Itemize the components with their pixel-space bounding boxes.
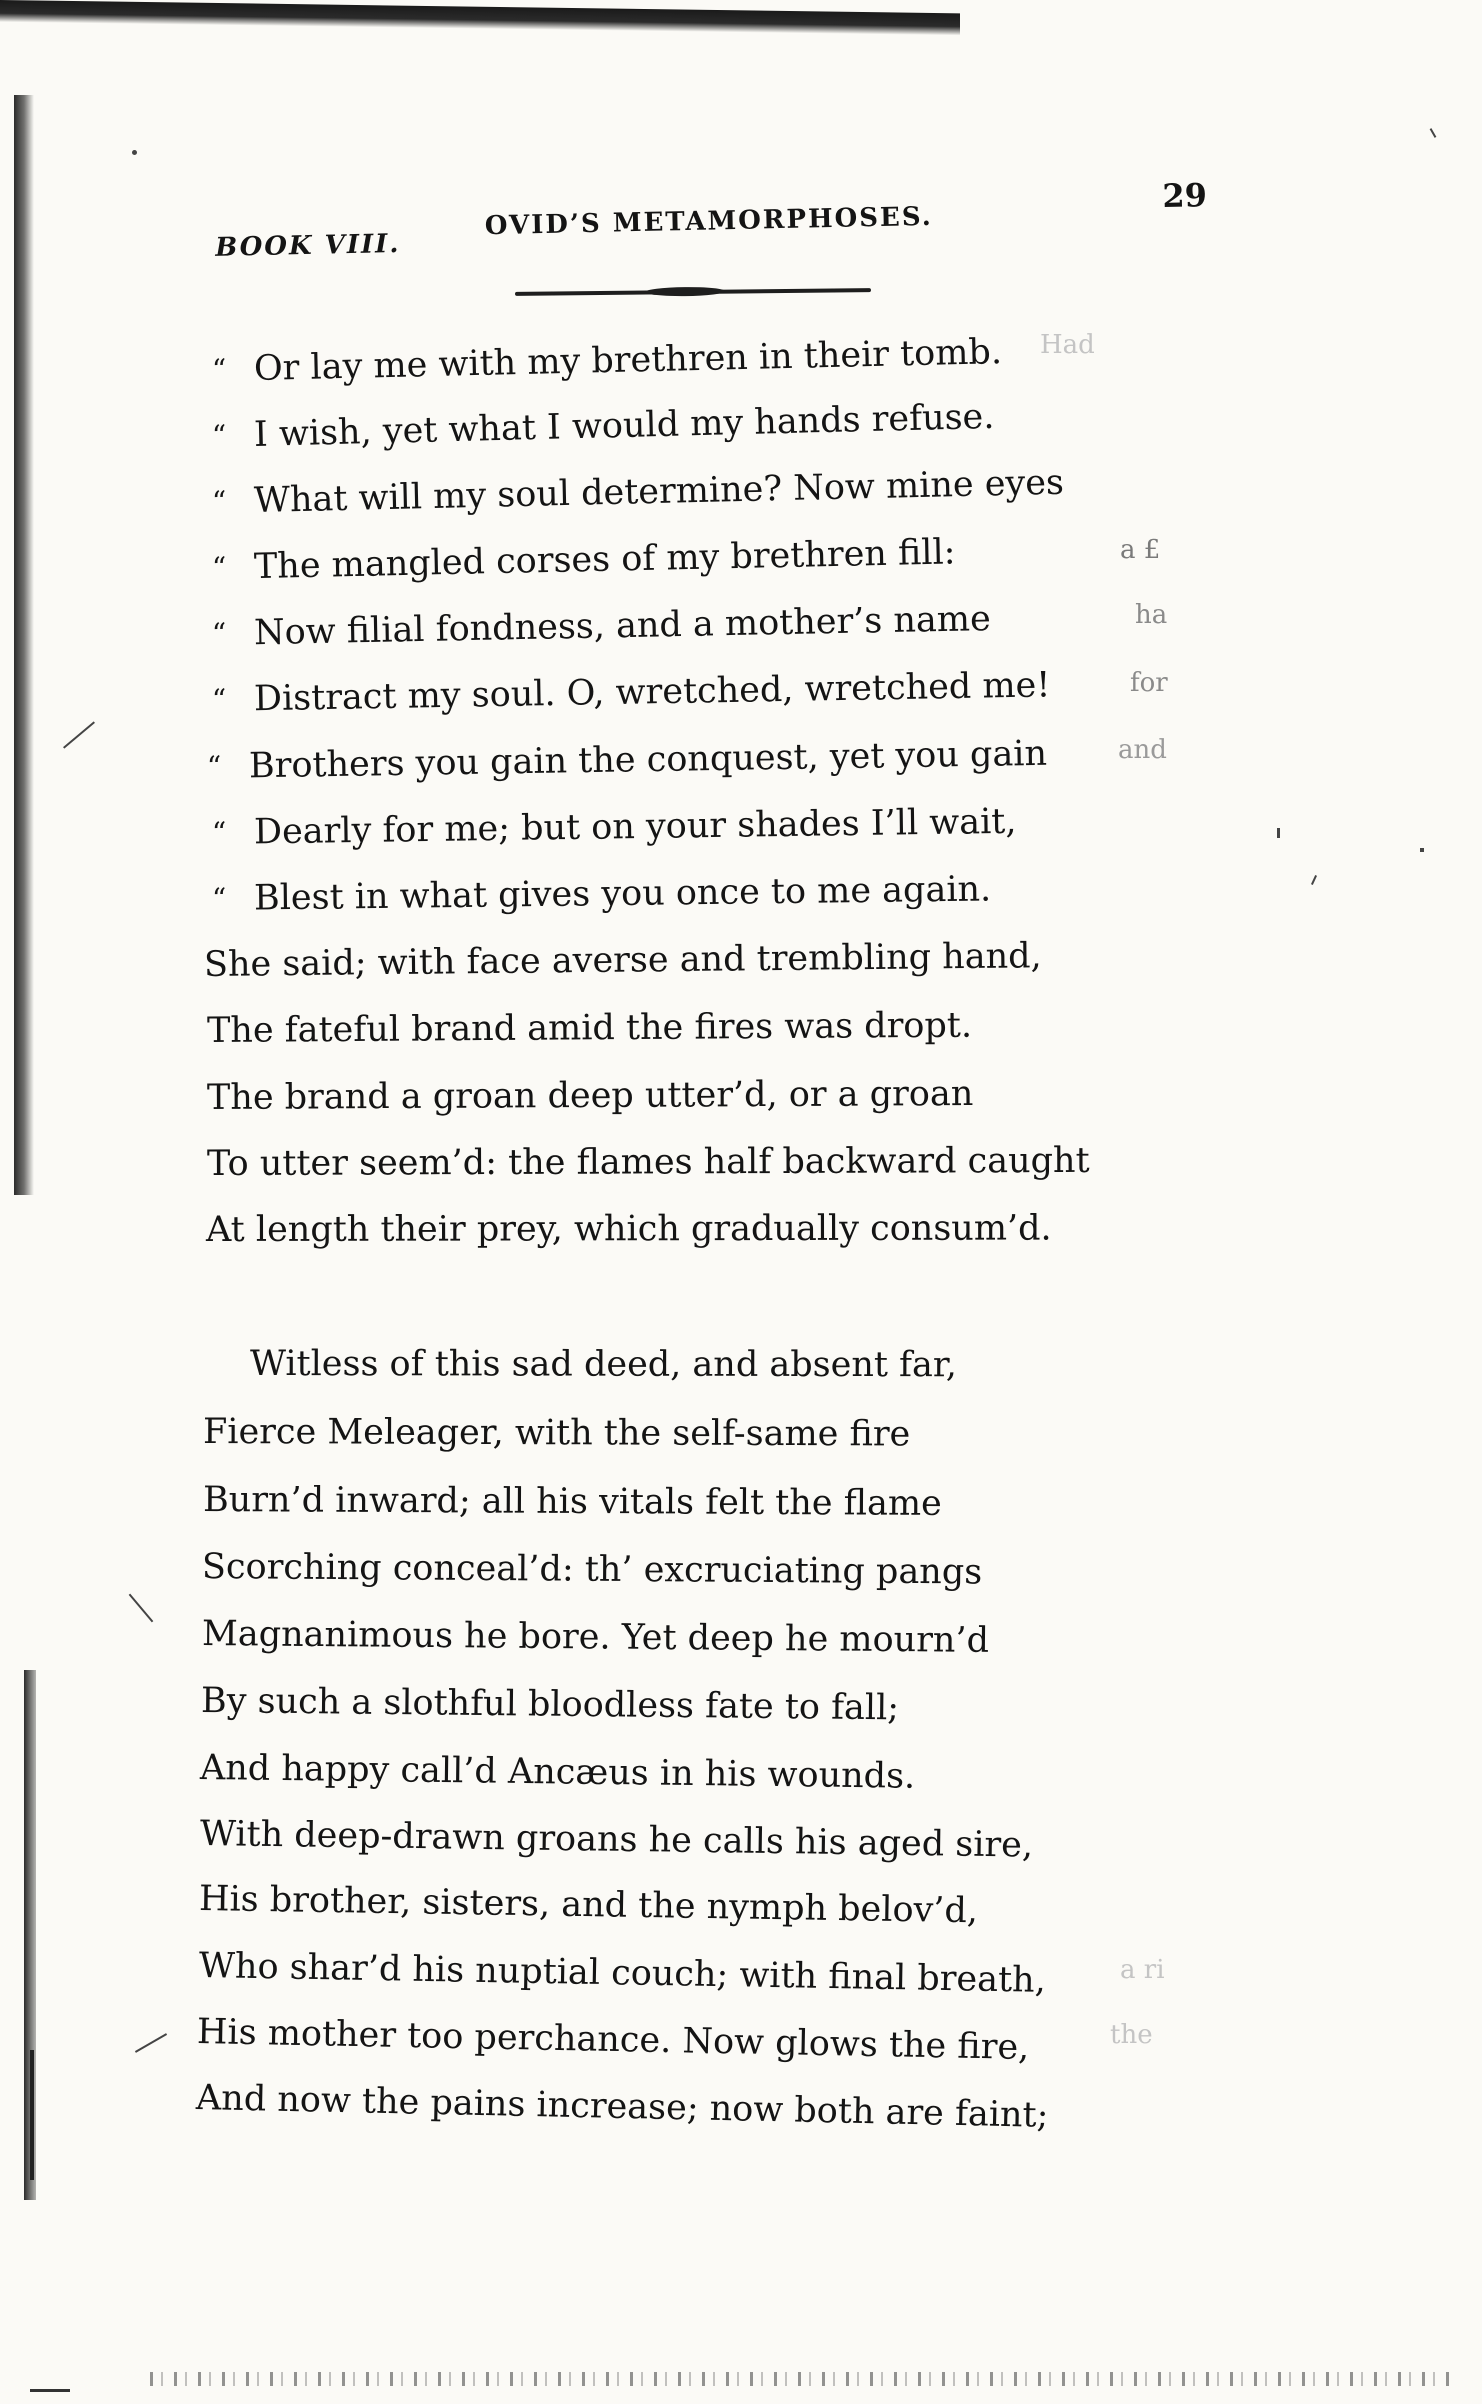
poem-line: His brother, sisters, and the nymph belov’d, bbox=[198, 1879, 979, 1932]
poem-line: “ Brothers you gain the conquest, yet you gain bbox=[207, 732, 1048, 789]
scan-edge-left-mark bbox=[30, 2050, 34, 2180]
scan-bottom-noise bbox=[150, 2372, 1450, 2386]
poem-line: At length their prey, which gradually consum’d. bbox=[205, 1208, 1052, 1250]
open-quote-mark: “ bbox=[211, 352, 227, 386]
scan-speck bbox=[63, 721, 95, 748]
poem-line: “ Now filial fondness, and a mother’s name bbox=[212, 597, 992, 656]
page-number: 29 bbox=[1161, 176, 1208, 216]
margin-bleed-text: Had bbox=[1040, 330, 1095, 360]
open-quote-mark: “ bbox=[211, 550, 227, 584]
poem-line: Scorching conceal’d: th’ excruciating pangs bbox=[201, 1547, 983, 1593]
header-book-label: BOOK VIII. bbox=[214, 229, 401, 263]
running-header bbox=[209, 176, 1210, 265]
open-quote-mark: “ bbox=[206, 749, 222, 783]
poem-line: “ Dearly for me; but on your shades I’ll wait, bbox=[212, 800, 1017, 855]
open-quote-mark: “ bbox=[211, 418, 227, 452]
margin-bleed-text: for bbox=[1130, 668, 1168, 698]
scan-speck bbox=[135, 2033, 167, 2053]
margin-bleed-text: the bbox=[1110, 2020, 1153, 2050]
poem-line: “ Distract my soul. O, wretched, wretched me! bbox=[212, 663, 1051, 722]
poem-line: The fateful brand amid the fires was dropt. bbox=[206, 1005, 973, 1051]
scan-edge-top bbox=[0, 0, 960, 35]
poem-line: “ Or lay me with my brethren in their tomb. bbox=[212, 330, 1003, 392]
poem-line: With deep-drawn groans he calls his aged sire, bbox=[199, 1814, 1034, 1866]
poem-line: To utter seem’d: the flames half backward caught bbox=[206, 1140, 1090, 1184]
margin-bleed-text: and bbox=[1118, 735, 1167, 765]
open-quote-mark: “ bbox=[211, 484, 227, 518]
open-quote-mark: “ bbox=[211, 815, 227, 849]
poem-line: She said; with face averse and trembling hand, bbox=[203, 936, 1042, 985]
header-title: OVID’S METAMORPHOSES. bbox=[484, 201, 934, 242]
poem-line: His mother too perchance. Now glows the fire, bbox=[196, 2012, 1030, 2068]
open-quote-mark: “ bbox=[211, 616, 227, 650]
poem-line: Fierce Meleager, with the self-same fire bbox=[202, 1412, 911, 1455]
poem-line: Who shar’d his nuptial couch; with final breath, bbox=[198, 1946, 1047, 2001]
scan-bottom-dash bbox=[30, 2389, 70, 2392]
scan-speck bbox=[132, 150, 137, 155]
margin-bleed-text: ha bbox=[1135, 600, 1168, 630]
poem-line: And happy call’d Ancæus in his wounds. bbox=[199, 1748, 916, 1797]
scan-speck bbox=[129, 1594, 154, 1623]
scan-speck bbox=[1277, 828, 1280, 838]
header-rule bbox=[515, 288, 871, 296]
poem-line: “ I wish, yet what I would my hands refuse. bbox=[211, 395, 994, 458]
poem-line: “ Blest in what gives you once to me again. bbox=[212, 867, 992, 921]
scan-edge-left bbox=[14, 95, 34, 1195]
scan-speck bbox=[1311, 875, 1317, 885]
poem-line: “ What will my soul determine? Now mine eyes bbox=[212, 461, 1065, 524]
poem-line: Magnanimous he bore. Yet deep he mourn’d bbox=[201, 1614, 990, 1661]
poem-line: The brand a groan deep utter’d, or a groan bbox=[206, 1073, 974, 1118]
poem-line: Burn’d inward; all his vitals felt the flame bbox=[202, 1480, 942, 1524]
scan-speck bbox=[1420, 848, 1424, 852]
poem-line: And now the pains increase; now both are faint; bbox=[195, 2078, 1049, 2136]
scan-speck bbox=[1430, 128, 1437, 138]
margin-bleed-text: a £ bbox=[1120, 535, 1161, 565]
margin-bleed-text: a ri bbox=[1120, 1955, 1165, 1985]
poem-line: “ The mangled corses of my brethren fill: bbox=[212, 530, 956, 590]
open-quote-mark: “ bbox=[211, 682, 227, 716]
poem-line: Witless of this sad deed, and absent far, bbox=[249, 1344, 957, 1386]
open-quote-mark: “ bbox=[211, 881, 227, 915]
poem-line: By such a slothful bloodless fate to fall; bbox=[200, 1681, 900, 1729]
